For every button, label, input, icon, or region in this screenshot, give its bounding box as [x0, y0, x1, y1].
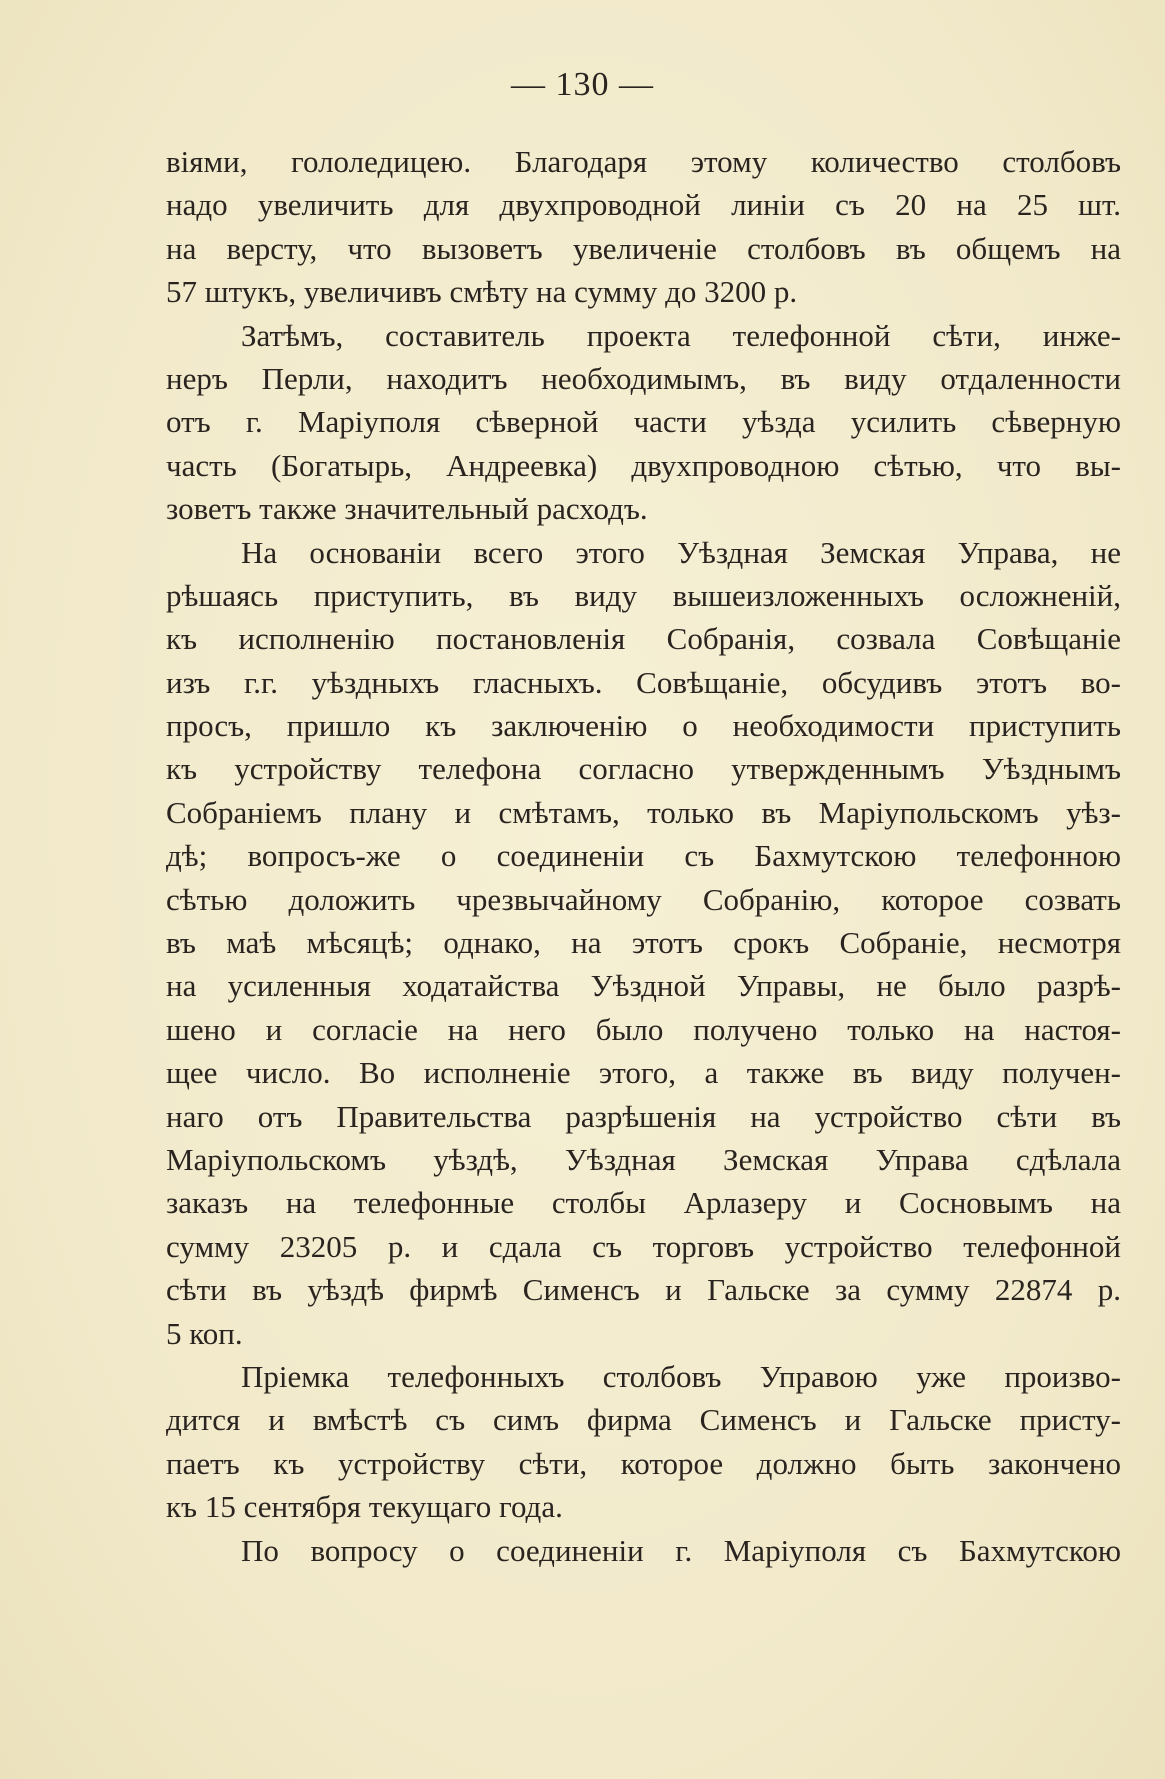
text-line: 5 коп. [166, 1315, 243, 1351]
text-line: Затѣмъ, составитель проекта телефонной сѣти, инже- [241, 317, 1121, 353]
text-line: шено и согласіе на него было получено только на настоя- [166, 1011, 1121, 1047]
body-text [166, 140, 1121, 1572]
text-line: віями, гололедицею. Благодаря этому количество столбовъ [166, 144, 1121, 179]
text-line: часть (Богатырь, Андреевка) двухпроводною сѣтью, что вы- [166, 447, 1121, 483]
paragraph-4 [166, 1355, 1121, 1529]
text-line: изъ г.г. уѣздныхъ гласныхъ. Совѣщаніе, обсудивъ этотъ во- [166, 664, 1121, 700]
text-line: къ исполненію постановленія Собранія, созвала Совѣщаніе [166, 621, 1121, 657]
text-line: просъ, пришло къ заключенію о необходимости приступить [166, 708, 1121, 744]
paragraph-1 [166, 140, 1121, 314]
text-line: 57 штукъ, увеличивъ смѣту на сумму до 3200 р. [166, 274, 798, 310]
text-line: къ 15 сентября текущаго года. [166, 1489, 563, 1525]
paragraph-5 [166, 1529, 1121, 1572]
text-line: къ устройству телефона согласно утвержденнымъ Уѣзднымъ [166, 751, 1121, 787]
paragraph-3 [166, 531, 1121, 1355]
text-line: зоветъ также значительный расходъ. [166, 491, 648, 527]
paragraph-2 [166, 314, 1121, 531]
text-line: надо увеличить для двухпроводной линіи съ 20 на 25 шт. [166, 187, 1121, 223]
text-line: отъ г. Маріуполя сѣверной части уѣзда усилить сѣверную [166, 404, 1121, 440]
text-line: Пріемка телефонныхъ столбовъ Управою уже произво- [241, 1358, 1121, 1394]
text-line: на версту, что вызоветъ увеличеніе столбовъ въ общемъ на [166, 230, 1121, 266]
text-line: неръ Перли, находитъ необходимымъ, въ виду отдаленности [166, 360, 1121, 396]
text-line: дится и вмѣстѣ съ симъ фирма Сименсъ и Гальске присту- [166, 1402, 1121, 1438]
text-line: По вопросу о соединеніи г. Маріуполя съ Бахмутскою [241, 1532, 1121, 1568]
text-line: сѣтью доложить чрезвычайному Собранію, которое созвать [166, 881, 1121, 917]
text-line: щее число. Во исполненіе этого, а также въ виду получен- [166, 1055, 1121, 1091]
text-line: дѣ; вопросъ-же о соединеніи съ Бахмутскою телефонною [166, 838, 1121, 874]
text-line: заказъ на телефонные столбы Арлазеру и Сосновымъ на [166, 1185, 1121, 1221]
text-line: сѣти въ уѣздѣ фирмѣ Сименсъ и Гальске за сумму 22874 р. [166, 1272, 1121, 1308]
text-line: на усиленныя ходатайства Уѣздной Управы, не было разрѣ- [166, 968, 1121, 1004]
text-line: На основаніи всего этого Уѣздная Земская Управа, не [241, 534, 1121, 570]
text-line: Маріупольскомъ уѣздѣ, Уѣздная Земская Управа сдѣлала [166, 1141, 1121, 1177]
text-line: Собраніемъ плану и смѣтамъ, только въ Маріупольскомъ уѣз- [166, 794, 1121, 830]
text-line: въ маѣ мѣсяцѣ; однако, на этотъ срокъ Собраніе, несмотря [166, 925, 1121, 961]
page-number: — 130 — [511, 66, 654, 103]
text-line: сумму 23205 р. и сдала съ торговъ устройство телефонной [166, 1228, 1121, 1264]
text-line: паетъ къ устройству сѣти, которое должно быть закончено [166, 1445, 1121, 1481]
text-line: наго отъ Правительства разрѣшенія на устройство сѣти въ [166, 1098, 1121, 1134]
text-line: рѣшаясь приступить, въ виду вышеизложенныхъ осложненій, [166, 577, 1121, 613]
